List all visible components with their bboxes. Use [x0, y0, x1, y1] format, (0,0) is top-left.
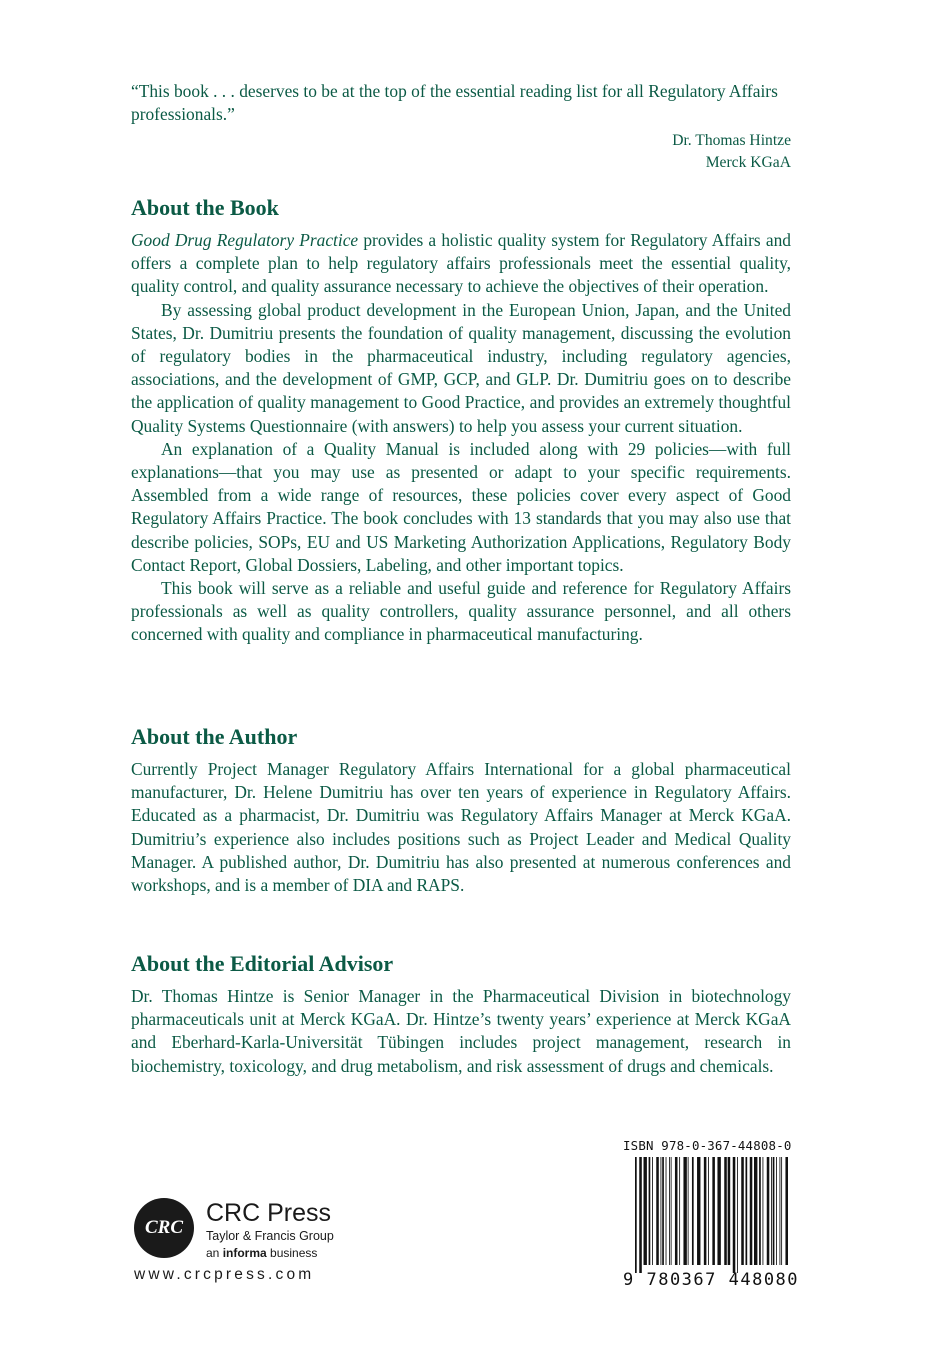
about-book-paragraph-4: This book will serve as a reliable and useful guide and reference for Regulatory Affairs professionals as well as quality controllers, quality assurance personnel, and all others concerned with quality and compliance in pharmaceutical manufacturing.	[131, 578, 791, 645]
barcode-bar	[656, 1157, 659, 1265]
barcode-bar	[780, 1157, 781, 1265]
barcode-bar	[733, 1157, 736, 1273]
barcode-bar	[652, 1157, 653, 1265]
about-the-book-section	[131, 195, 791, 647]
barcode-bar	[635, 1157, 637, 1273]
barcode-bar	[644, 1157, 647, 1265]
about-book-paragraph-1	[131, 229, 791, 299]
barcode-bar	[704, 1157, 707, 1265]
barcode-bar	[773, 1157, 775, 1265]
barcode-bar	[741, 1157, 744, 1265]
barcode-bar	[737, 1157, 738, 1273]
isbn-label: ISBN 978-0-367-44808-0	[623, 1138, 792, 1153]
barcode-bar	[767, 1157, 770, 1265]
barcode-bar	[679, 1157, 680, 1265]
barcode-bar	[785, 1157, 788, 1265]
barcode-bar	[675, 1157, 678, 1265]
barcode-bar	[717, 1157, 720, 1265]
endorsement	[131, 80, 791, 174]
barcode-bar	[662, 1157, 664, 1265]
barcode-bars	[623, 1157, 791, 1273]
endorser-affiliation: Merck KGaA	[705, 154, 791, 171]
barcode-bar	[688, 1157, 689, 1265]
publisher-group: Taylor & Francis Group	[206, 1229, 334, 1243]
about-the-author-section	[131, 724, 791, 897]
informa-business-line: an informa business	[206, 1246, 318, 1260]
barcode-bar	[728, 1157, 731, 1265]
crc-logo-mark: CRC	[134, 1198, 194, 1258]
endorsement-attribution	[131, 130, 791, 174]
isbn-barcode	[623, 1138, 800, 1290]
barcode-bar	[712, 1157, 715, 1265]
barcode-bar	[724, 1157, 727, 1265]
barcode-bar	[759, 1157, 761, 1265]
barcode-bar	[639, 1157, 642, 1273]
barcode-bar	[683, 1157, 686, 1265]
barcode-bar	[763, 1157, 764, 1265]
about-author-text: Currently Project Manager Regulatory Affairs International for a global pharmaceutical manufacturer, Dr. Helene Dumitriu has over ten years of experience in Regulatory Affairs. Educated as a pharmacist, Dr. Dumitriu was Regulatory Affairs Manager at Merck KGaA. Dumitriu’s experience also includes positions such as Project Leader and Medical Quality Manager. A published author, Dr. Dumitriu has also presented at numerous conferences and workshops, and is a member of DIA and RAPS.	[131, 759, 791, 896]
about-book-paragraph-3: An explanation of a Quality Manual is included along with 29 policies—with full explanations—that you may use as presented or adapt to your specific requirements. Assembled from a wide range of resources, these policies cover every aspect of Good Regulatory Affairs Practice. The book concludes with 13 standards that you may also use that describe policies, SOPs, EU and US Marketing Authorization Applications, Regulatory Body Contact Report, Global Dossiers, Labeling, and other important topics.	[131, 438, 791, 575]
barcode-bar	[708, 1157, 709, 1265]
about-book-paragraph-2: By assessing global product development in the European Union, Japan, and the United States, Dr. Dumitriu presents the foundation of quality management, discussing the evolution of regulatory bodies in the pharmaceutical industry, including regulatory agencies, associations, and the development of GMP, GCP, and GLP. Dr. Dumitriu goes on to describe the application of quality management to Good Practice, and provides an extremely thoughtful Quality Systems Questionnaire (with answers) to help you assess your current situation.	[131, 299, 791, 436]
book-title: Good Drug Regulatory Practice	[131, 230, 359, 250]
barcode-bar	[697, 1157, 700, 1265]
about-editor-heading: About the Editorial Advisor	[131, 951, 394, 976]
barcode-bar	[771, 1157, 772, 1265]
publisher-name: CRC Press	[206, 1199, 332, 1227]
endorsement-quote: “This book . . . deserves to be at the top of the essential reading list for all Regulatory Affairs professionals.”	[131, 81, 778, 124]
about-editor-text: Dr. Thomas Hintze is Senior Manager in the Pharmaceutical Division in biotechnology pharmaceuticals unit at Merck KGaA. Dr. Hintze’s twenty years’ experience at Merck KGaA and Eberhard-Karla-Universität Tübingen includes project management, research in biochemistry, toxicology, and drug metabolism, and risk assessment of drugs and chemicals.	[131, 986, 791, 1076]
barcode-digits: 9 780367 448080	[623, 1270, 800, 1290]
barcode-bar	[692, 1157, 694, 1265]
barcode-bar	[671, 1157, 672, 1265]
about-book-paragraph-1-text: provides a holistic quality system for Regulatory Affairs and offers a complete plan to help regulatory affairs professionals meet the essential quality, quality control, and quality assurance necessary to achieve the objectives of their operation.	[131, 230, 791, 297]
barcode-bar	[746, 1157, 748, 1265]
barcode-bar	[649, 1157, 651, 1265]
barcode-bar	[776, 1157, 777, 1265]
publisher-url: www.crcpress.com	[134, 1266, 315, 1283]
barcode-bar	[754, 1157, 757, 1265]
barcode-bar	[661, 1157, 662, 1265]
about-book-heading: About the Book	[131, 195, 279, 220]
endorser-name: Dr. Thomas Hintze	[672, 132, 791, 149]
barcode-bar	[750, 1157, 753, 1265]
barcode-bar	[781, 1157, 782, 1265]
barcode-bar	[666, 1157, 667, 1265]
barcode-bar	[669, 1157, 670, 1265]
about-editorial-advisor-section	[131, 951, 791, 1078]
publisher-logo	[134, 1198, 374, 1294]
about-author-heading: About the Author	[131, 724, 298, 749]
